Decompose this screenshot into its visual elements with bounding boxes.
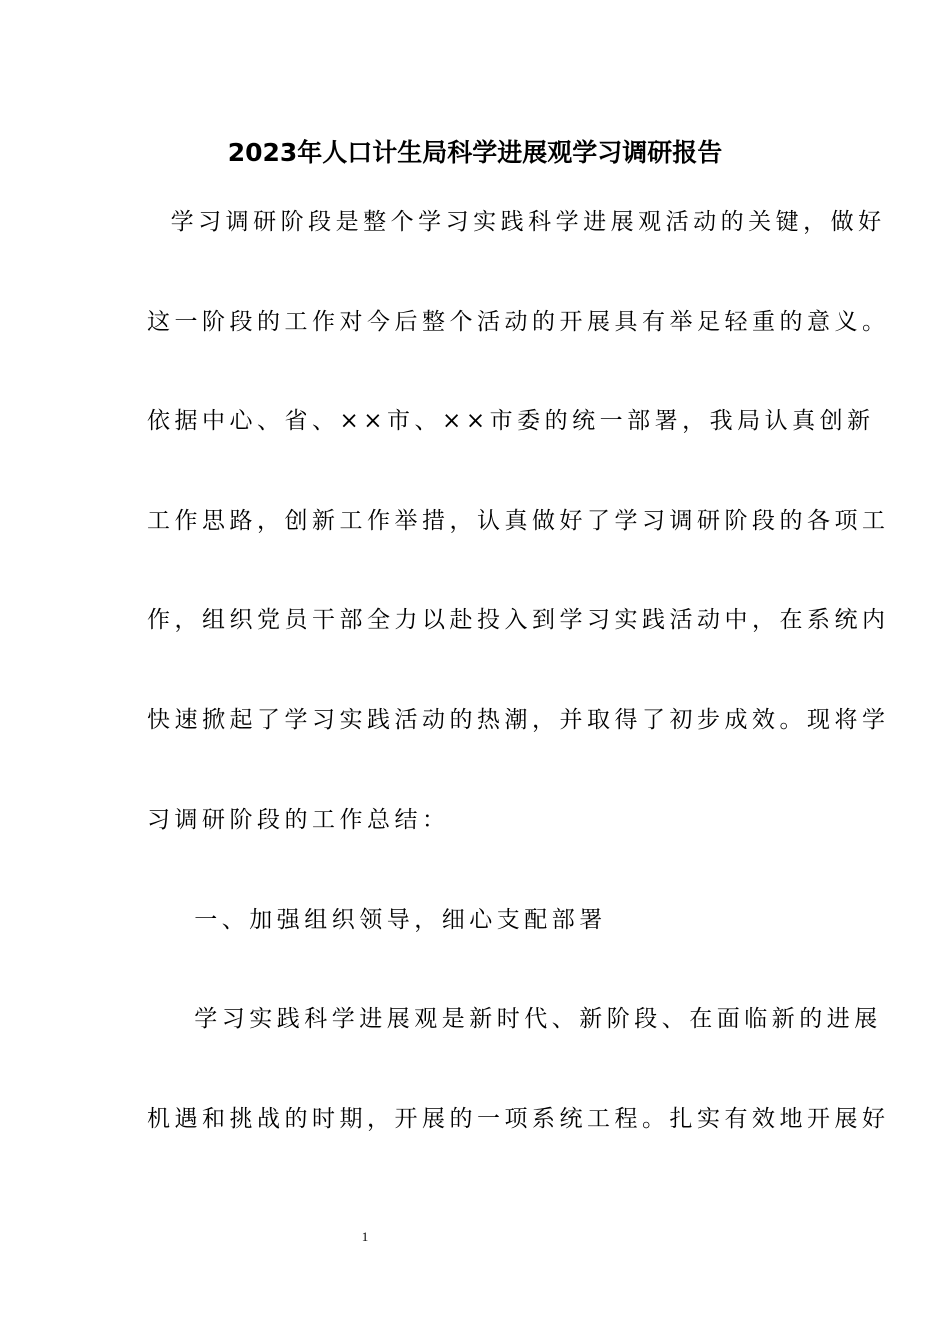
section-heading: 一、加强组织领导，细心支配部署 — [147, 907, 607, 933]
paragraph-line: 快速掀起了学习实践活动的热潮，并取得了初步成效。现将学 — [147, 707, 890, 733]
page-number: 1 — [361, 1229, 369, 1244]
paragraph-line: 学习调研阶段是整个学习实践科学进展观活动的关键，做好 — [147, 209, 886, 235]
paragraph-line: 工作思路，创新工作举措，认真做好了学习调研阶段的各项工 — [147, 508, 890, 534]
paragraph-line: 作，组织党员干部全力以赴投入到学习实践活动中，在系统内 — [147, 607, 890, 633]
paragraph-line: 习调研阶段的工作总结： — [147, 807, 450, 833]
paragraph-line: 这一阶段的工作对今后整个活动的开展具有举足轻重的意义。 — [147, 309, 890, 335]
paragraph-line: 学习实践科学进展观是新时代、新阶段、在面临新的进展 — [147, 1006, 882, 1032]
document-title: 2023年人口计生局科学进展观学习调研报告 — [227, 138, 723, 167]
paragraph-line: 依据中心、省、××市、××市委的统一部署，我局认真创新 — [147, 408, 875, 434]
paragraph-line: 机遇和挑战的时期，开展的一项系统工程。扎实有效地开展好 — [147, 1106, 890, 1132]
